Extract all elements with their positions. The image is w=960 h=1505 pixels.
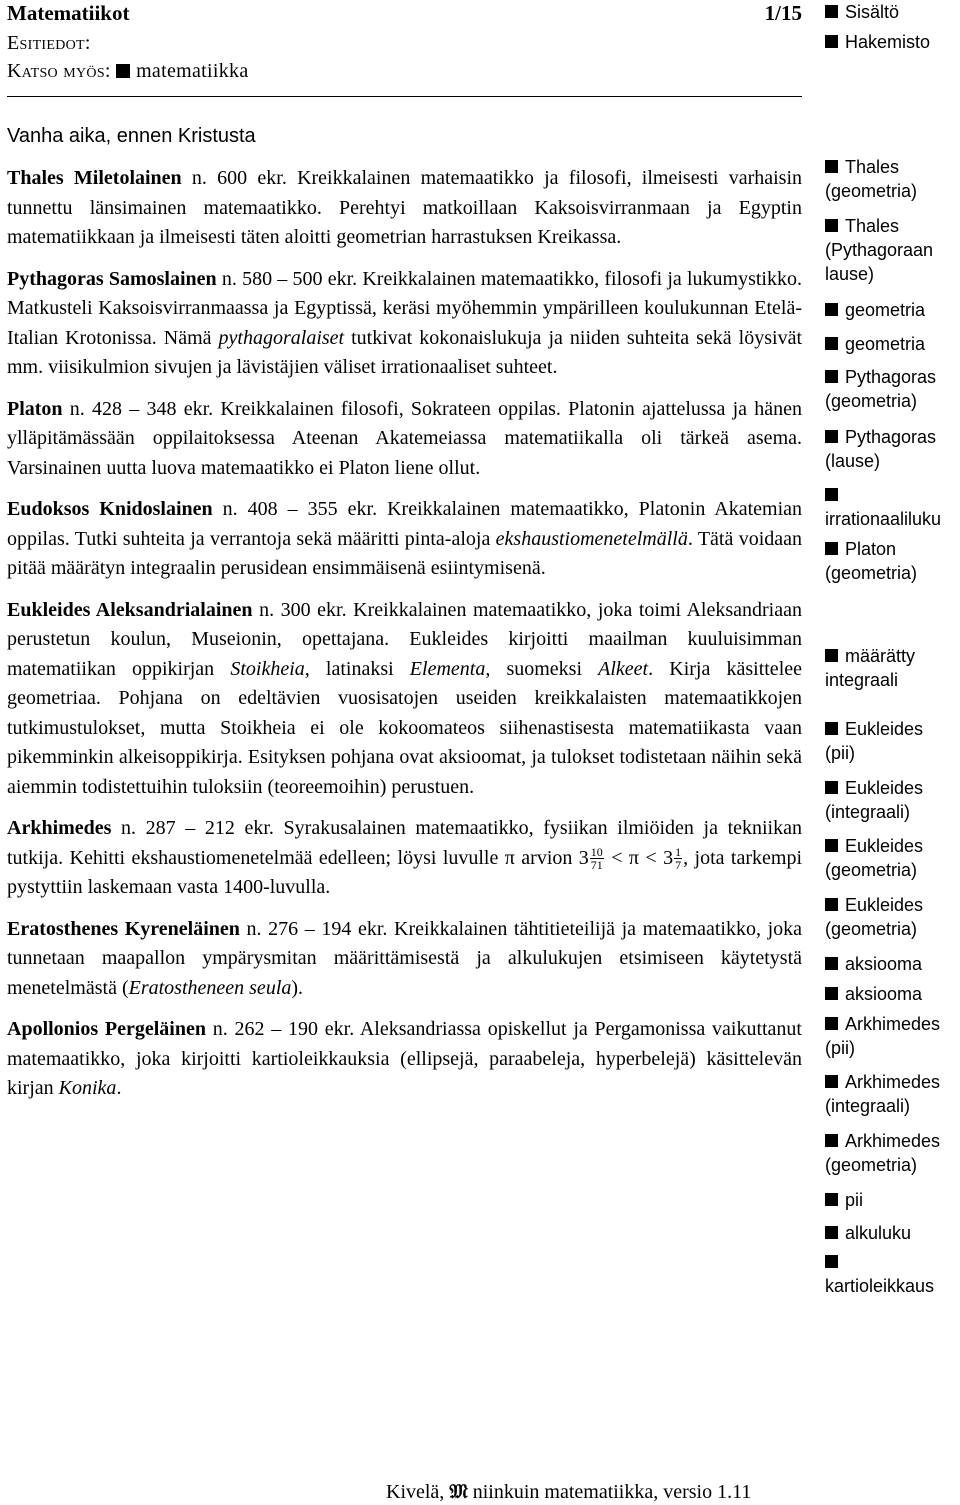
entry-name: Eratosthenes Kyreneläinen <box>7 917 240 940</box>
entry-name: Arkhimedes <box>7 817 112 839</box>
square-bullet-icon <box>825 337 838 350</box>
margin-link-eukleides-pii[interactable]: Eukleides (pii) <box>825 719 924 763</box>
margin-link-arkhimedes-geometria[interactable]: Arkhimedes (geometria) <box>825 1131 941 1175</box>
prerequisites-line <box>7 30 91 56</box>
margin-link-platon-geometria[interactable]: Platon (geometria) <box>825 539 918 583</box>
margin-link-pii[interactable]: pii <box>825 1188 960 1212</box>
frak-m-logo: 𝔐 <box>449 1479 468 1503</box>
margin-link-eukleides-integraali[interactable]: Eukleides (integraali) <box>825 778 924 822</box>
section-title: Vanha aika, ennen Kristusta <box>7 125 256 147</box>
square-bullet-icon <box>825 542 838 555</box>
square-bullet-icon <box>825 430 838 443</box>
fraction: $\frac{10}{71}$ <box>590 845 603 873</box>
margin-link-geometria[interactable]: geometria <box>825 298 960 322</box>
entry-name: Platon <box>7 397 63 420</box>
see-also-line <box>7 58 249 84</box>
square-bullet-icon <box>825 488 838 501</box>
square-bullet-icon <box>825 722 838 735</box>
contents-link[interactable]: Sisältö <box>825 0 960 24</box>
page-footer: Kivelä, 𝔐 niinkuin matematiikka, versio 1.11 <box>386 1479 752 1503</box>
entry-apollonios: Apollonios Pergeläinen n. 262 – 190 ekr. Aleksandriassa opiskellut ja Pergamonissa vaikuttanut matemaatikko, joka kirjoitti kartioleikkauksia (ellipsejä, paraabeleja, hyperbelejä) käsittelevän kirjan Konika. <box>7 1018 802 1099</box>
square-bullet-icon <box>825 1134 838 1147</box>
entry-name: Eudoksos Knidoslainen <box>7 498 213 520</box>
margin-link-geometria[interactable]: geometria <box>825 332 960 356</box>
square-bullet-icon <box>825 898 838 911</box>
margin-link-kartioleikkaus[interactable]: kartioleikkaus <box>825 1250 960 1298</box>
square-bullet-icon <box>825 1017 838 1030</box>
main-column <box>7 0 803 1099</box>
margin-link-aksiooma[interactable]: aksiooma <box>825 982 960 1006</box>
entry-eratosthenes: Eratosthenes Kyreneläinen n. 276 – 194 ekr. Kreikkalainen tähtitieteilijä ja matemaatikko, joka tunnetaan maapallon ympärysmitan määrittämisestä ja alkulukujen etsimiseen käytetystä menetelmästä (Eratostheneen seula). <box>7 917 802 999</box>
square-bullet-icon <box>825 1075 838 1088</box>
entry-eukleides: Eukleides Aleksandrialainen n. 300 ekr. Kreikkalainen matemaatikko, joka toimi Aleksandriaan perustetun koulun, Museionin, opettajana. Eukleides kirjoitti maailman kuuluisimman matematiikan oppikirjan Stoikheia, latinaksi Elementa, suomeksi Alkeet. Kirja käsittelee geometriaa. Pohjana on edeltävien vuosisatojen useiden kreikkalaisten matemaatikkojen tutkimustulokset, mutta Stoikheia ei ole kokoomateos siihenastisesta matematiikasta vaan pikemminkin alkeisoppikirja. Esityksen pohjana ovat aksioomat, ja tulokset todistetaan näihin sekä aiemmin todistettuihin tuloksiin (teoreemoihin) perustuen. <box>7 598 802 798</box>
prerequisites-label: Esitiedot: <box>7 32 91 54</box>
page-title: Matematiikot <box>7 1 130 25</box>
margin-link-arkhimedes-integraali[interactable]: Arkhimedes (integraali) <box>825 1072 941 1116</box>
square-bullet-icon <box>825 1255 838 1268</box>
margin-link-maaratty-integraali[interactable]: määrätty integraali <box>825 646 916 690</box>
margin-link-thales-lause[interactable]: Thales (Pythagoraan lause) <box>825 216 934 284</box>
square-bullet-icon <box>825 1193 838 1206</box>
page-header <box>7 0 802 97</box>
entry-name: Eukleides Aleksandrialainen <box>7 598 253 621</box>
square-bullet-icon <box>825 987 838 1000</box>
square-bullet-icon <box>825 5 838 18</box>
margin-link-aksiooma[interactable]: aksiooma <box>825 952 960 976</box>
entry-platon: Platon n. 428 – 348 ekr. Kreikkalainen filosofi, Sokrateen oppilas. Platonin ajattelussa ja hänen ylläpitämässään oppilaitoksessa Ateenan Akatemeiassa matematiikalla oli tärkeä asema. Varsinainen uutta luova matemaatikko ei Platon liene ollut. <box>7 397 802 479</box>
entry-pythagoras: Pythagoras Samoslainen n. 580 – 500 ekr. Kreikkalainen matemaatikko, filosofi ja lukumystikko. Matkusteli Kaksoisvirranmaassa ja Egyptissä, keräsi myöhemmin ympärilleen koulukunnan Etelä-Italian Krotonissa. Nämä pythagoralaiset tutkivat kokonaislukuja ja niiden suhteita sekä löysivät mm. viisikulmion sivujen ja lävistäjien väliset irrationaaliset suhteet. <box>7 267 803 378</box>
square-bullet-icon <box>825 839 838 852</box>
square-bullet-icon <box>825 35 838 48</box>
margin-link-pythagoras-geometria[interactable]: Pythagoras (geometria) <box>825 367 937 411</box>
square-bullet-icon <box>825 781 838 794</box>
margin-link-eukleides-geometria[interactable]: Eukleides (geometria) <box>825 895 924 939</box>
entry-thales: Thales Miletolainen n. 600 ekr. Kreikkalainen matemaatikko ja filosofi, ilmeisesti varhaisin tunnettu länsimainen matemaatikko. Perehtyi matkoillaan Kaksoisvirranmaan ja Egyptin matematiikkaan ja ilmeisesti täten aloitti geometrian harrastuksen Kreikassa. <box>7 167 803 248</box>
square-bullet-icon <box>825 219 838 232</box>
square-bullet-icon <box>116 64 130 78</box>
square-bullet-icon <box>825 1226 838 1239</box>
entry-eudoksos: Eudoksos Knidoslainen n. 408 – 355 ekr. Kreikkalainen matemaatikko, Platonin Akatemian oppilas. Tutki suhteita ja verrantoja sekä määritti pinta-aloja ekshaustiomenetelmällä. Tätä voidaan pitää määrätyn integraalin perusidean ensimmäisenä esiintymisenä. <box>7 498 803 579</box>
page-number: 1/15 <box>764 1 802 25</box>
entry-arkhimedes: Arkhimedes n. 287 – 212 ekr. Syrakusalainen matemaatikko, fysiikan ilmiöiden ja tekniikan tutkija. Kehitti ekshaustiomenetelmää edelleen; löysi luvulle π arvion 3 $\frac{10}{71}$ < π < 3 $\frac{1}{7}$ , jota tarkempi pystyttiin laskemaan vasta 1400-luvulla. <box>7 817 803 898</box>
margin-link-thales-geometria[interactable]: Thales (geometria) <box>825 157 918 201</box>
entry-name: Apollonios Pergeläinen <box>7 1018 206 1040</box>
margin-link-eukleides-geometria[interactable]: Eukleides (geometria) <box>825 836 924 880</box>
square-bullet-icon <box>825 957 838 970</box>
margin-link-pythagoras-lause[interactable]: Pythagoras (lause) <box>825 427 937 471</box>
square-bullet-icon <box>825 160 838 173</box>
margin-link-alkuluku[interactable]: alkuluku <box>825 1221 960 1245</box>
square-bullet-icon <box>825 649 838 662</box>
fraction: $\frac{1}{7}$ <box>675 845 682 873</box>
margin-link-arkhimedes-pii[interactable]: Arkhimedes (pii) <box>825 1014 941 1058</box>
see-also-label: Katso myös: <box>7 60 111 82</box>
margin-link-irrationaaliluku[interactable]: irrationaaliluku <box>825 483 960 531</box>
entry-list <box>7 164 802 1116</box>
entry-name: Pythagoras Samoslainen <box>7 267 217 290</box>
index-link[interactable]: Hakemisto <box>825 30 960 54</box>
see-also-link[interactable]: matematiikka <box>116 60 248 82</box>
entry-name: Thales Miletolainen <box>7 167 182 189</box>
square-bullet-icon <box>825 303 838 316</box>
square-bullet-icon <box>825 370 838 383</box>
